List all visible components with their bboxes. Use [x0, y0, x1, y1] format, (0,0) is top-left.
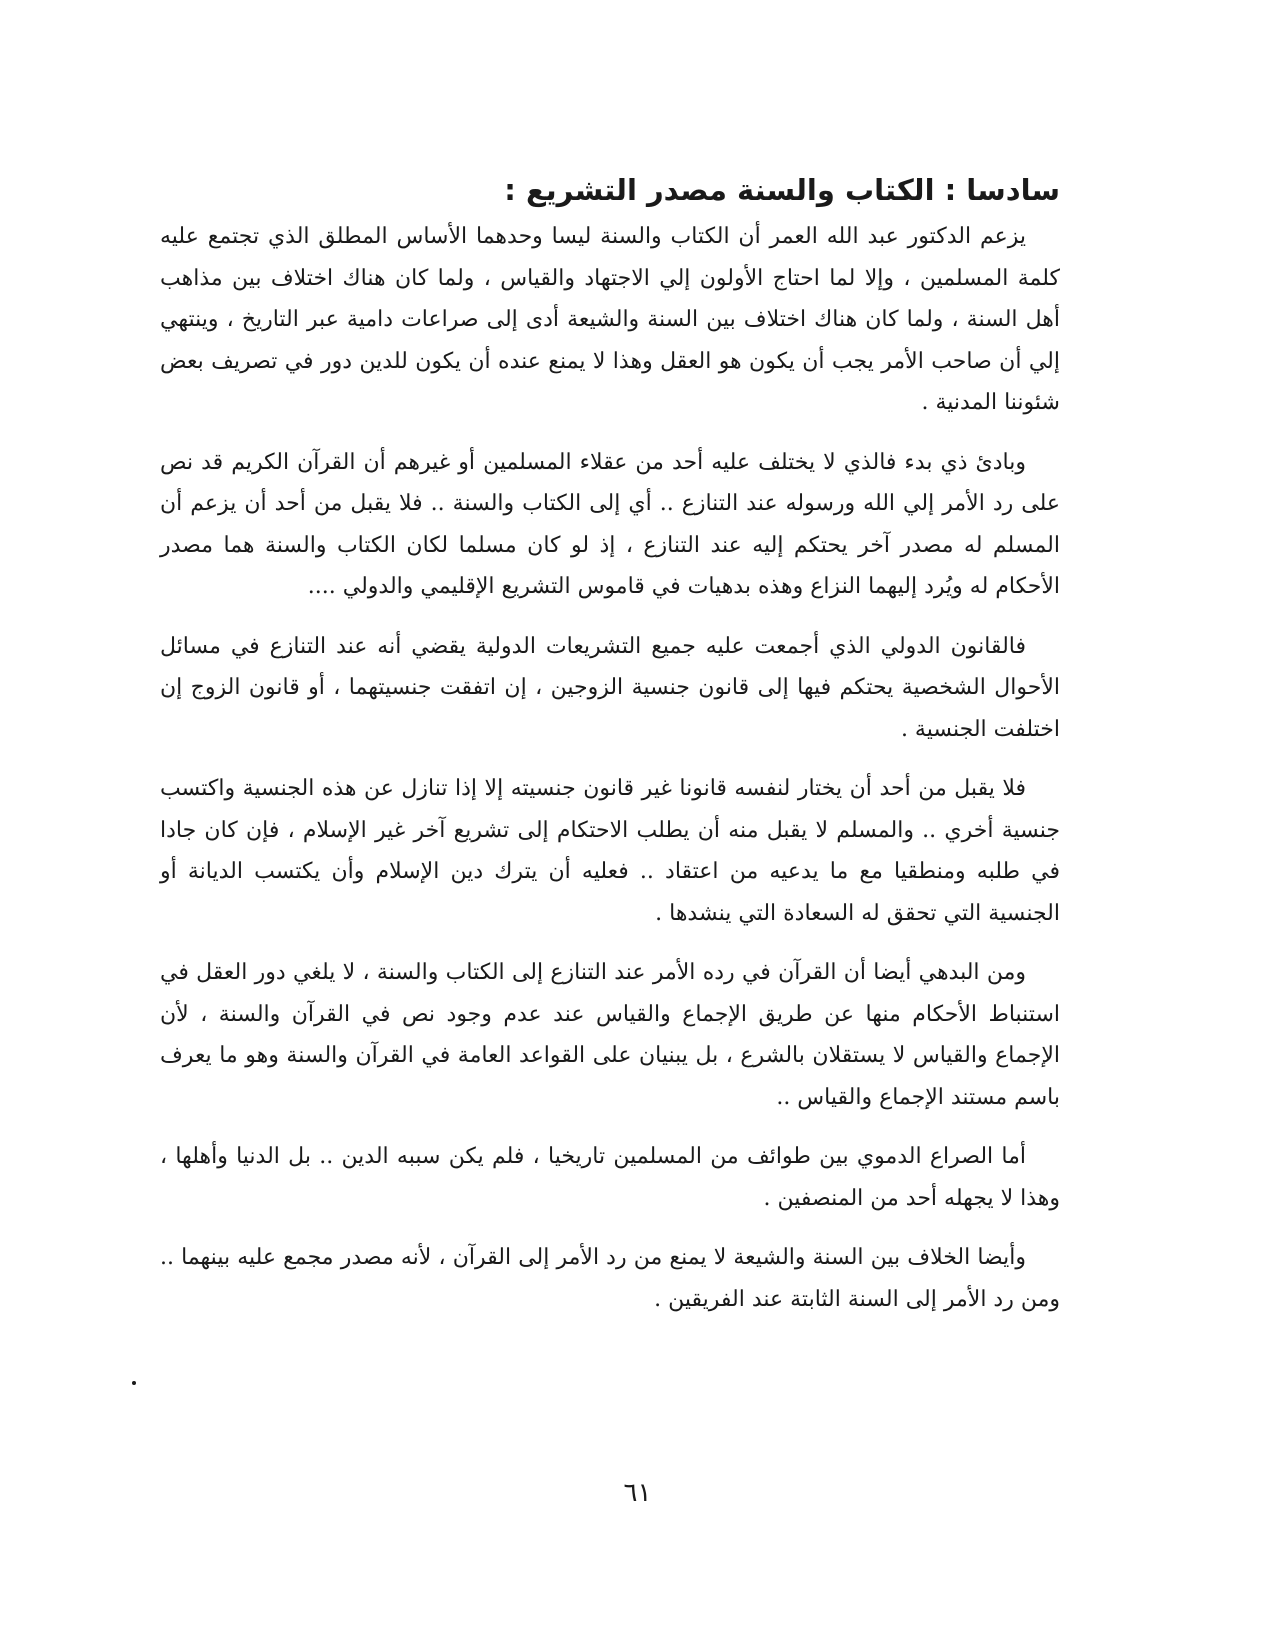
page-number: ٦١	[623, 1478, 652, 1508]
main-content	[160, 170, 1060, 1338]
paragraph-6: أما الصراع الدموي بين طوائف من المسلمين تاريخيا ، فلم يكن سببه الدين .. بل الدنيا وأهلها ، وهذا لا يجهله أحد من المنصفين .	[160, 1144, 1060, 1211]
scan-speck	[132, 1381, 136, 1385]
paragraph-1: يزعم الدكتور عبد الله العمر أن الكتاب والسنة ليسا وحدهما الأساس المطلق الذي تجتمع عليه كلمة المسلمين ، وإلا لما احتاج الأولون إلي الاجتهاد والقياس ، ولما كان هناك اختلاف بين مذاهب أهل السنة ، ولما كان هناك اختلاف بين السنة والشيعة أدى إلى صراعات دامية عبر التاريخ ، وينتهي إلي أن صاحب الأمر يجب أن يكون هو العقل وهذا لا يمنع عنده أن يكون للدين دور في تصريف بعض شئوننا المدنية .	[160, 224, 1060, 415]
paragraph-2: وبادئ ذي بدء فالذي لا يختلف عليه أحد من عقلاء المسلمين أو غيرهم أن القرآن الكريم قد نص على رد الأمر إلي الله ورسوله عند التنازع .. أي إلى الكتاب والسنة .. فلا يقبل من أحد أن يزعم أن المسلم له مصدر آخر يحتكم إليه عند التنازع ، إذ لو كان مسلما لكان الكتاب والسنة هما مصدر الأحكام له ويُرد إليهما النزاع وهذه بدهيات في قاموس التشريع الإقليمي والدولي ....	[160, 449, 1060, 599]
paragraph-4: فلا يقبل من أحد أن يختار لنفسه قانونا غير قانون جنسيته إلا إذا تنازل عن هذه الجنسية واكتسب جنسية أخري .. والمسلم لا يقبل منه أن يطلب الاحتكام إلى تشريع آخر غير الإسلام ، فإن كان جادا في طلبه ومنطقيا مع ما يدعيه من اعتقاد .. فعليه أن يترك دين الإسلام وأن يكتسب الديانة أو الجنسية التي تحقق له السعادة التي ينشدها .	[160, 776, 1060, 926]
paragraph-3: فالقانون الدولي الذي أجمعت عليه جميع التشريعات الدولية يقضي أنه عند التنازع في مسائل الأحوال الشخصية يحتكم فيها إلى قانون جنسية الزوجين ، إن اتفقت جنسيتهما ، أو قانون الزوج إن اختلفت الجنسية .	[160, 633, 1060, 742]
paragraph-7: وأيضا الخلاف بين السنة والشيعة لا يمنع من رد الأمر إلى القرآن ، لأنه مصدر مجمع عليه بينهما .. ومن رد الأمر إلى السنة الثابتة عند الفريقين .	[160, 1245, 1060, 1312]
section-heading: سادسا : الكتاب والسنة مصدر التشريع :	[504, 173, 1060, 207]
paragraph-5: ومن البدهي أيضا أن القرآن في رده الأمر عند التنازع إلى الكتاب والسنة ، لا يلغي دور العقل في استنباط الأحكام منها عن طريق الإجماع والقياس عند عدم وجود نص في القرآن والسنة ، لأن الإجماع والقياس لا يستقلان بالشرع ، بل يبنيان على القواعد العامة في القرآن والسنة وهو ما يعرف باسم مستند الإجماع والقياس ..	[160, 960, 1060, 1110]
